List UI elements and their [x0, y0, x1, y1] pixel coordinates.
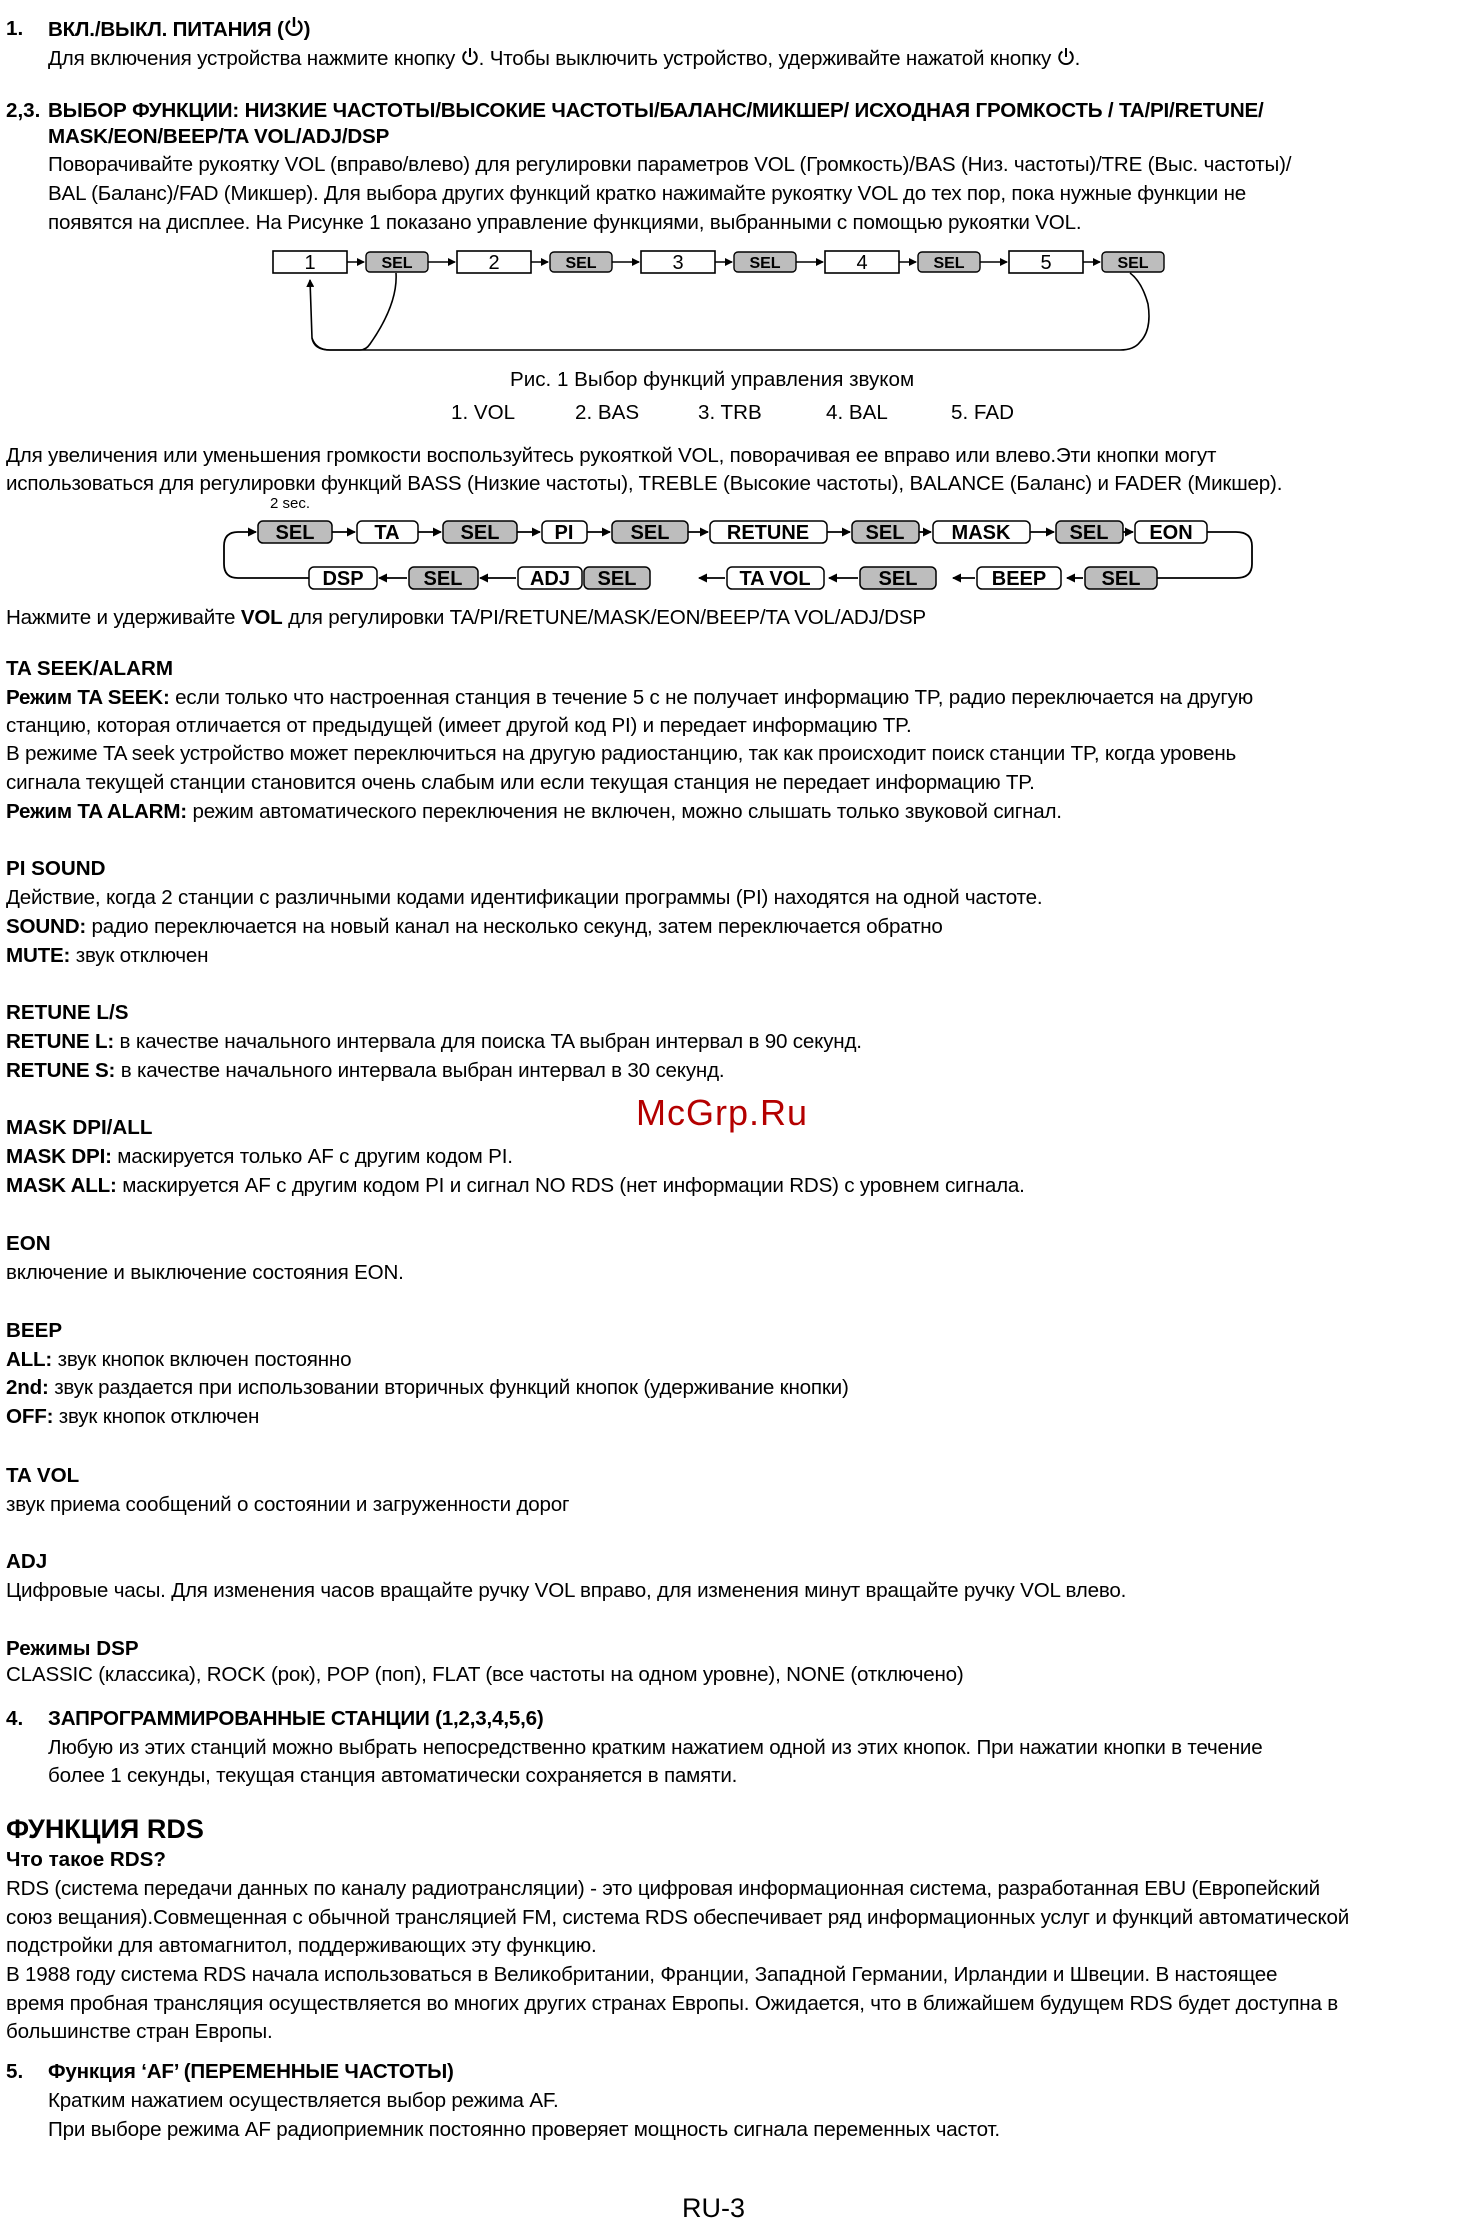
- fig2-sel-pill: [409, 567, 478, 590]
- fig1-box-label: 2: [488, 252, 500, 274]
- fig2-function-box: [727, 567, 824, 590]
- fig2-function-box: [309, 567, 377, 590]
- dsp-title: Режимы DSP: [6, 1637, 139, 1660]
- svg-text:ADJ: ADJ: [529, 568, 571, 590]
- svg-text:SEL: SEL: [460, 522, 500, 544]
- section-23-heading-1: ВЫБОР ФУНКЦИИ: НИЗКИЕ ЧАСТОТЫ/ВЫСОКИЕ ЧАСТОТЫ/БАЛАНС/МИКШЕР/ ИСХОДНАЯ ГРОМКОСТЬ / TA/PI/RETUNE/: [48, 99, 1264, 122]
- fig2-function-box: [1135, 521, 1207, 544]
- fig2-function-box: [518, 567, 582, 590]
- power-icon: [284, 16, 304, 38]
- svg-text:SEL: SEL: [630, 522, 670, 544]
- fig1-sel-pill: [366, 252, 428, 272]
- fig2-sel-pill: [443, 521, 517, 544]
- fig1-sel-pill: [1102, 252, 1164, 272]
- fig1-sel-pill: [550, 252, 612, 272]
- page-number: RU-3: [682, 2193, 746, 2223]
- ta-seek-line-2: станцию, которая отличается от предыдущей (имеет другой код PI) и передает информацию TP.: [6, 714, 912, 737]
- eon-text: включение и выключение состояния EON.: [6, 1261, 404, 1284]
- section-5-heading: Функция ‘AF’ (ПЕРЕМЕННЫЕ ЧАСТОТЫ): [48, 2060, 454, 2083]
- rds-line-2: союз вещания).Совмещенная с обычной трансляцией FM, система RDS обеспечивает ряд информационных услуг и функций автоматической: [6, 1906, 1350, 1929]
- svg-text:SEL: SEL: [865, 522, 905, 544]
- tavol-title: TA VOL: [6, 1464, 80, 1487]
- svg-text:EON: EON: [1149, 522, 1193, 544]
- fig1-box-label: 5: [1040, 252, 1052, 274]
- ta-seek-line-3: В режиме TA seek устройство может переключиться на другую радиостанцию, так как происходит поиск станции TP, когда уровень: [6, 742, 1237, 765]
- svg-text:SEL: SEL: [749, 255, 781, 272]
- pi-title: PI SOUND: [6, 857, 106, 880]
- fig2-sel-pill: [1056, 521, 1123, 544]
- hold-note: Нажмите и удерживайте VOL для регулировки TA/PI/RETUNE/MASK/EON/BEEP/TA VOL/ADJ/DSP: [6, 606, 926, 629]
- fig1-item: 1. VOL: [451, 401, 516, 424]
- retune-s-line: RETUNE S: в качестве начального интервала выбран интервал в 30 секунд.: [6, 1059, 725, 1082]
- fig2-function-box: [933, 521, 1030, 544]
- svg-text:TA VOL: TA VOL: [739, 568, 811, 590]
- rds-line-5: время пробная трансляция осуществляется во многих других странах Европы. Ожидается, что в ближайшем будущем RDS будет доступна в: [6, 1992, 1338, 2015]
- figure-1-caption: Рис. 1 Выбор функций управления звуком: [510, 368, 915, 391]
- retune-l-line: RETUNE L: в качестве начального интервала для поиска TA выбран интервал в 90 секунд.: [6, 1030, 862, 1053]
- fig1-item: 2. BAS: [575, 401, 640, 424]
- rds-line-3: подстройки для автомагнитол, поддерживающих эту функцию.: [6, 1934, 597, 1957]
- section-23-line-1: Поворачивайте рукоятку VOL (вправо/влево) для регулировки параметров VOL (Громкость)/BAS (Низ. частоты)/TRE (Выс. частоты)/: [48, 153, 1292, 176]
- section-23-line-3: появятся на дисплее. На Рисунке 1 показано управление функциями, выбранными с помощью рукоятки VOL.: [48, 211, 1082, 234]
- svg-text:SEL: SEL: [933, 255, 965, 272]
- svg-text:SEL: SEL: [597, 568, 637, 590]
- fig2-sel-pill: [584, 567, 650, 590]
- ta-seek-line-4: сигнала текущей станции становится очень слабым или если текущая станция не передает информацию TP.: [6, 771, 1035, 794]
- fig2-function-box: [357, 521, 418, 544]
- svg-text:SEL: SEL: [1101, 568, 1141, 590]
- fig2-function-box: [977, 567, 1061, 590]
- ta-seek-line-1: Режим TA SEEK: если только что настроенная станция в течение 5 с не получает информацию TP, радио переключается на другую: [6, 686, 1254, 709]
- fig1-box-label: 4: [856, 252, 868, 274]
- svg-text:SEL: SEL: [1117, 255, 1149, 272]
- fig2-sel-pill: [860, 567, 936, 590]
- section-23-line-2: BAL (Баланс)/FAD (Микшер). Для выбора других функций кратко нажимайте рукоятку VOL до тех пор, пока нужные функции не: [48, 182, 1247, 205]
- svg-text:SEL: SEL: [423, 568, 463, 590]
- ta-title: TA SEEK/ALARM: [6, 657, 174, 680]
- fig1-box-label: 3: [672, 252, 684, 274]
- pi-sound-line: SOUND: радио переключается на новый канал на несколько секунд, затем переключается обратно: [6, 915, 943, 938]
- pi-desc: Действие, когда 2 станции с различными кодами идентификации программы (PI) находятся на одной частоте.: [6, 886, 1043, 909]
- figure-2-diagram: [0, 494, 1460, 604]
- ta-alarm-line: Режим TA ALARM: режим автоматического переключения не включен, можно слышать только звуковой сигнал.: [6, 800, 1062, 823]
- fig2-sel-pill: [1085, 567, 1157, 590]
- section-5-line-1: Кратким нажатием осуществляется выбор режима AF.: [48, 2089, 559, 2112]
- section-1-text: Для включения устройства нажмите кнопку . Чтобы выключить устройство, удерживайте нажатой кнопку .: [48, 47, 1081, 70]
- rds-line-4: В 1988 году система RDS начала использоваться в Великобритании, Франции, Западной Германии, Ирландии и Швеции. В настоящее: [6, 1963, 1278, 1986]
- svg-text:RETUNE: RETUNE: [726, 522, 810, 544]
- rds-line-1: RDS (система передачи данных по каналу радиотрансляции) - это цифровая информационная система, разработанная EBU (Европейский: [6, 1877, 1320, 1900]
- tavol-text: звук приема сообщений о состоянии и загруженности дорог: [6, 1493, 570, 1516]
- section-1-heading: ВКЛ./ВЫКЛ. ПИТАНИЯ ( ): [48, 18, 311, 41]
- svg-text:PI: PI: [554, 522, 574, 544]
- eon-title: EON: [6, 1232, 51, 1255]
- watermark: McGrp.Ru: [636, 1092, 809, 1133]
- mask-dpi-line: MASK DPI: маскируется только AF с другим кодом PI.: [6, 1145, 513, 1168]
- svg-text:TA: TA: [374, 522, 400, 544]
- adj-text: Цифровые часы. Для изменения часов вращайте ручку VOL вправо, для изменения минут вращайте ручку VOL влево.: [6, 1579, 1127, 1602]
- dsp-text: CLASSIC (классика), ROCK (рок), POP (поп), FLAT (все частоты на одном уровне), NONE (отключено): [6, 1663, 964, 1686]
- section-5-number: 5.: [6, 2060, 24, 2083]
- rds-question: Что такое RDS?: [6, 1848, 166, 1871]
- svg-text:SEL: SEL: [878, 568, 918, 590]
- fig2-sel-pill: [258, 521, 332, 544]
- vol-text-line-1: Для увеличения или уменьшения громкости воспользуйтесь рукояткой VOL, поворачивая ее вправо или влево.Эти кнопки могут: [6, 444, 1217, 467]
- vol-text-line-2: использоваться для регулировки функций BASS (Низкие частоты), TREBLE (Высокие частоты), BALANCE (Баланс) и FADER (Микшер).: [6, 472, 1283, 495]
- section-4-line-2: более 1 секунды, текущая станция автоматически сохраняется в памяти.: [48, 1764, 738, 1787]
- section-23-heading-2: MASK/EON/BEEP/TA VOL/ADJ/DSP: [48, 125, 390, 148]
- fig1-sel-pill: [918, 252, 980, 272]
- section-1-number: 1.: [6, 17, 24, 40]
- fig1-item: 4. BAL: [826, 401, 888, 424]
- rds-title: ФУНКЦИЯ RDS: [6, 1814, 204, 1844]
- mask-title: MASK DPI/ALL: [6, 1116, 153, 1139]
- figure-1-diagram: [0, 244, 1460, 372]
- fig2-sel-pill: [612, 521, 688, 544]
- fig2-function-box: [710, 521, 827, 544]
- svg-text:SEL: SEL: [565, 255, 597, 272]
- hold-2sec-label: 2 sec.: [270, 495, 311, 512]
- beep-title: BEEP: [6, 1319, 63, 1342]
- mask-all-line: MASK ALL: маскируется AF с другим кодом PI и сигнал NO RDS (нет информации RDS) с уровнем сигнала.: [6, 1174, 1025, 1197]
- section-5-line-2: При выборе режима AF радиоприемник постоянно проверяет мощность сигнала переменных частот.: [48, 2118, 1000, 2141]
- power-icon: [461, 47, 479, 67]
- section-23-number: 2,3.: [6, 99, 41, 122]
- beep-all-line: ALL: звук кнопок включен постоянно: [6, 1348, 352, 1371]
- fig2-function-box: [542, 521, 587, 544]
- svg-text:DSP: DSP: [322, 568, 364, 590]
- section-4-line-1: Любую из этих станций можно выбрать непосредственно кратким нажатием одной из этих кнопок. При нажатии кнопки в течение: [48, 1736, 1263, 1759]
- beep-2nd-line: 2nd: звук раздается при использовании вторичных функций кнопок (удерживание кнопки): [6, 1376, 849, 1399]
- svg-text:SEL: SEL: [275, 522, 315, 544]
- retune-title: RETUNE L/S: [6, 1001, 129, 1024]
- section-4-number: 4.: [6, 1707, 24, 1730]
- adj-title: ADJ: [6, 1550, 48, 1573]
- section-4-heading: ЗАПРОГРАММИРОВАННЫЕ СТАНЦИИ (1,2,3,4,5,6): [48, 1707, 544, 1730]
- fig1-sel-pill: [734, 252, 796, 272]
- pi-mute-line: MUTE: звук отключен: [6, 944, 209, 967]
- fig1-box-label: 1: [304, 252, 316, 274]
- power-icon: [1057, 47, 1075, 67]
- beep-off-line: OFF: звук кнопок отключен: [6, 1405, 260, 1428]
- fig1-item: 3. TRB: [698, 401, 762, 424]
- svg-text:SEL: SEL: [381, 255, 413, 272]
- rds-line-6: большинстве стран Европы.: [6, 2020, 273, 2043]
- svg-text:BEEP: BEEP: [991, 568, 1047, 590]
- svg-text:MASK: MASK: [951, 522, 1011, 544]
- fig1-item: 5. FAD: [951, 401, 1014, 424]
- svg-text:SEL: SEL: [1069, 522, 1109, 544]
- fig2-sel-pill: [852, 521, 919, 544]
